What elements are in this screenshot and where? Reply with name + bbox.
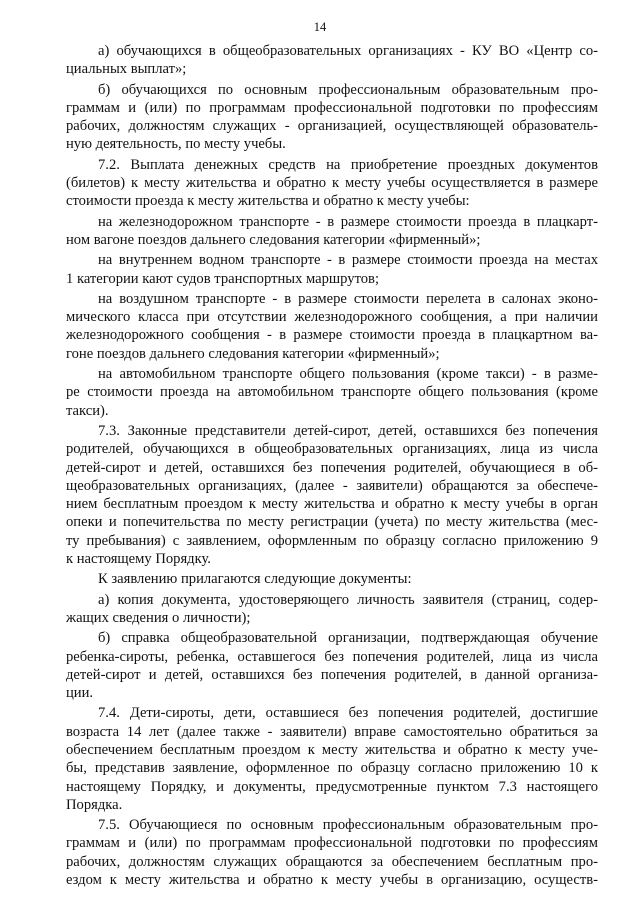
- paragraph-attachment-b: [66, 629, 598, 702]
- text-line: жащих сведения о личности);: [66, 609, 251, 626]
- text-line: стоимости проезда к месту жительства и обратно к месту учебы:: [66, 193, 470, 210]
- text-line: 7.5. Обучающиеся по основным профессиональным образовательным про-: [98, 817, 598, 834]
- text-line: обеспечением бесплатным проездом к месту жительства и обратно к месту уче-: [66, 741, 598, 758]
- text-line: ции.: [66, 685, 94, 702]
- text-line: возраста 14 лет (далее также - заявители) вправе самостоятельно обратиться за: [66, 723, 598, 740]
- text-line: (билетов) к месту жительства и обратно к месту учебы осуществляется в размере: [66, 175, 598, 192]
- paragraph-attachment-a: [66, 591, 598, 628]
- text-line: на железнодорожном транспорте - в размере стоимости проезда в плацкарт-: [98, 213, 598, 230]
- paragraph-air-transport: [66, 290, 598, 363]
- paragraph-item-a-general: [66, 42, 598, 79]
- text-line: на внутреннем водном транспорте - в размере стоимости проезда на местах: [98, 252, 598, 269]
- paragraph-clause-7-5: [66, 816, 598, 889]
- text-line: родителей, обучающихся в общеобразовательных организациях, лица из числа: [66, 441, 598, 458]
- text-line: ребенка-сироты, ребенка, оставшегося без попечения родителей, лица из числа: [66, 648, 598, 665]
- text-line: 7.3. Законные представители детей-сирот, детей, оставшихся без попечения: [98, 422, 598, 439]
- text-line: к настоящему Порядку.: [66, 551, 211, 568]
- text-line: ездом к месту жительства и обратно к месту учебы в организацию, осуществ-: [66, 872, 598, 889]
- text-line: ре стоимости проезда на автомобильном транспорте общего пользования (кроме: [66, 384, 598, 401]
- text-line: гоне поездов дальнего следования категории «фирменный»;: [66, 345, 440, 362]
- text-line: опеки и попечительства по месту регистрации (учета) по месту жительства (мес-: [66, 514, 598, 531]
- text-line: железнодорожного сообщения - в размере стоимости проезда в плацкартном ва-: [66, 327, 598, 344]
- paragraph-attachments-intro: [66, 570, 598, 588]
- page-number: 14: [313, 20, 327, 34]
- paragraph-water-transport: [66, 251, 598, 288]
- paragraph-clause-7-4: [66, 704, 598, 814]
- paragraph-item-b-professional: [66, 81, 598, 154]
- text-line: 7.2. Выплата денежных средств на приобретение проездных документов: [98, 156, 598, 173]
- text-line: на воздушном транспорте - в размере стоимости перелета в салонах эконо-: [98, 290, 598, 307]
- text-line: а) обучающихся в общеобразовательных организациях - КУ ВО «Центр со-: [98, 43, 598, 59]
- text-line: щеобразовательных организациях, (далее - заявители) обращаются за обеспече-: [66, 477, 598, 494]
- text-line: такси).: [66, 402, 109, 419]
- paragraph-rail-transport: [66, 213, 598, 250]
- text-line: граммам и (или) по программам профессиональной подготовки по профессиям: [66, 835, 598, 852]
- paragraph-clause-7-2: [66, 156, 598, 211]
- text-line: К заявлению прилагаются следующие документы:: [98, 571, 412, 588]
- text-line: рабочих, должностям служащих - организацией, осуществляющей образователь-: [66, 118, 598, 135]
- text-line: ном вагоне поездов дальнего следования категории «фирменный»;: [66, 231, 481, 248]
- text-line: граммам и (или) по программам профессиональной подготовки по профессиям: [66, 99, 598, 116]
- text-line: 1 категории кают судов транспортных маршрутов;: [66, 270, 380, 287]
- text-line: настоящему Порядку, и документы, предусмотренные пунктом 7.3 настоящего: [66, 778, 598, 795]
- text-line: б) обучающихся по основным профессиональным образовательным про-: [98, 81, 598, 98]
- text-line: ную деятельность, по месту учебы.: [66, 136, 286, 153]
- text-line: Порядка.: [66, 796, 123, 813]
- text-line: циальных выплат»;: [66, 61, 187, 78]
- text-line: б) справка общеобразовательной организации, подтверждающая обучение: [98, 630, 598, 647]
- text-line: детей-сирот и детей, оставшихся без попечения родителей, в данной организа-: [66, 666, 598, 683]
- text-line: бы, представив заявление, оформленное по образцу согласно приложению 10 к: [66, 760, 598, 777]
- text-line: 7.4. Дети-сироты, дети, оставшиеся без попечения родителей, достигшие: [98, 705, 598, 722]
- paragraph-road-transport: [66, 365, 598, 420]
- text-line: на автомобильном транспорте общего пользования (кроме такси) - в разме-: [98, 366, 598, 383]
- text-line: ту пребывания) с заявлением, оформленным по образцу согласно приложению 9: [66, 532, 598, 549]
- text-line: детей-сирот и детей, оставшихся без попечения родителей, обучающиеся в об-: [66, 459, 598, 476]
- text-line: а) копия документа, удостоверяющего личность заявителя (страниц, содер-: [98, 591, 598, 608]
- paragraph-clause-7-3: [66, 422, 598, 568]
- text-line: мического класса при отсутствии железнодорожного сообщения, а при наличии: [66, 309, 598, 326]
- text-line: нием бесплатным проездом к месту жительства и обратно к месту учебы в орган: [66, 496, 598, 513]
- document-body: [66, 42, 598, 891]
- text-line: рабочих, должностям служащих обращаются за обеспечением бесплатным про-: [66, 853, 598, 870]
